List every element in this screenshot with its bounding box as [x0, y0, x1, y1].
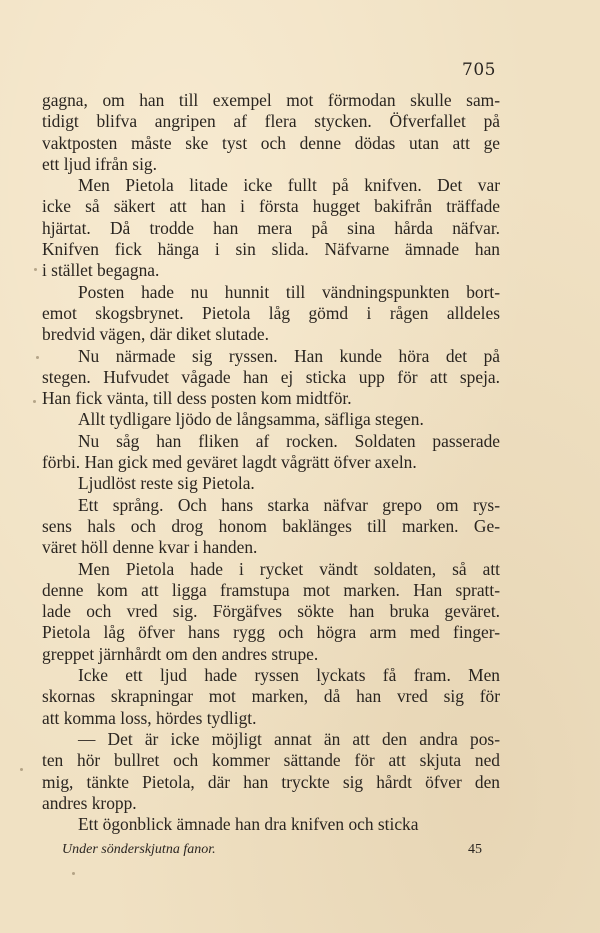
paragraph: [42, 559, 500, 665]
footer-book-title: Under sönderskjutna fanor.: [62, 842, 216, 857]
text-line: lade och vred sig. Förgäfves sökte han bruka geväret.: [42, 601, 500, 622]
text-line: mig, tänkte Pietola, där han tryckte sig hårdt öfver den: [42, 771, 500, 792]
text-line: sens hals och drog honom baklänges till marken. Ge-: [42, 515, 500, 536]
paper-speck: [36, 356, 39, 359]
text-line: Han fick vänta, till dess posten kom midtför.: [42, 388, 352, 409]
text-line: ten hör bullret och kommer sättande för att skjuta ned: [42, 750, 500, 771]
paragraph: [42, 729, 500, 814]
paragraph: [42, 431, 500, 474]
paper-speck: [20, 768, 23, 771]
text-line: skornas skrapningar mot marken, då han vred sig för: [42, 686, 500, 707]
text-line: denne kom att ligga framstupa mot marken. Han spratt-: [42, 579, 500, 600]
text-line: Allt tydligare ljödo de långsamma, säfliga stegen.: [78, 409, 424, 430]
paragraph: [42, 175, 500, 281]
text-line: Ljudlöst reste sig Pietola.: [78, 473, 255, 494]
text-line: icke så säkert att han i första hugget bakifrån träffade: [42, 196, 500, 217]
text-line: förbi. Han gick med geväret lagdt vågrätt öfver axeln.: [42, 452, 417, 473]
text-line: greppet järnhårdt om den andres strupe.: [42, 643, 319, 664]
text-line: Pietola låg öfver hans rygg och högra arm med finger-: [42, 622, 500, 643]
paper-speck: [33, 400, 36, 403]
body-text: [42, 90, 500, 835]
text-line: Posten hade nu hunnit till vändningspunkten bort-: [78, 281, 500, 302]
paper-speck: [72, 872, 75, 875]
text-line: Ett ögonblick ämnade han dra knifven och sticka: [78, 814, 419, 835]
text-line: ett ljud ifrån sig.: [42, 153, 157, 174]
footer-signature-mark: 45: [468, 842, 482, 857]
page-number: 705: [462, 60, 496, 80]
text-line: vaktposten måste ske tyst och denne dödas utan att ge: [42, 132, 500, 153]
paragraph: [42, 409, 500, 430]
text-line: i stället begagna.: [42, 260, 160, 281]
text-line: tidigt blifva angripen af flera stycken. Öfverfallet på: [42, 111, 500, 132]
paragraph: [42, 665, 500, 729]
text-line: emot skogsbrynet. Pietola låg gömd i rågen alldeles: [42, 302, 500, 323]
text-line: att komma loss, hördes tydligt.: [42, 707, 257, 728]
text-line: Ett språng. Och hans starka näfvar grepo om rys-: [78, 494, 500, 515]
paragraph: [42, 495, 500, 559]
text-line: gagna, om han till exempel mot förmodan skulle sam-: [42, 90, 500, 110]
page-footer: [62, 842, 486, 858]
text-line: Nu såg han fliken af rocken. Soldaten passerade: [78, 430, 500, 451]
text-line: Men Pietola litade icke fullt på knifven. Det var: [78, 175, 500, 196]
text-line: hjärtat. Då trodde han mera på sina hårda näfvar.: [42, 217, 500, 238]
paragraph: [42, 814, 500, 835]
paragraph: [42, 90, 500, 175]
text-line: Icke ett ljud hade ryssen lyckats få fram. Men: [78, 665, 500, 686]
paragraph: [42, 473, 500, 494]
paper-speck: [34, 268, 37, 271]
text-line: andres kropp.: [42, 792, 137, 813]
paragraph: [42, 282, 500, 346]
text-line: Men Pietola hade i rycket vändt soldaten, så att: [78, 558, 500, 579]
text-line: Knifven fick hänga i sin slida. Näfvarne ämnade han: [42, 239, 500, 260]
text-line: bredvid vägen, där diket slutade.: [42, 324, 269, 345]
text-line: stegen. Hufvudet vågade han ej sticka upp för att speja.: [42, 366, 500, 387]
text-line: Nu närmade sig ryssen. Han kunde höra det på: [78, 345, 500, 366]
text-line: — Det är icke möjligt annat än att den andra pos-: [78, 728, 500, 749]
paragraph: [42, 346, 500, 410]
text-line: väret höll denne kvar i handen.: [42, 537, 258, 558]
